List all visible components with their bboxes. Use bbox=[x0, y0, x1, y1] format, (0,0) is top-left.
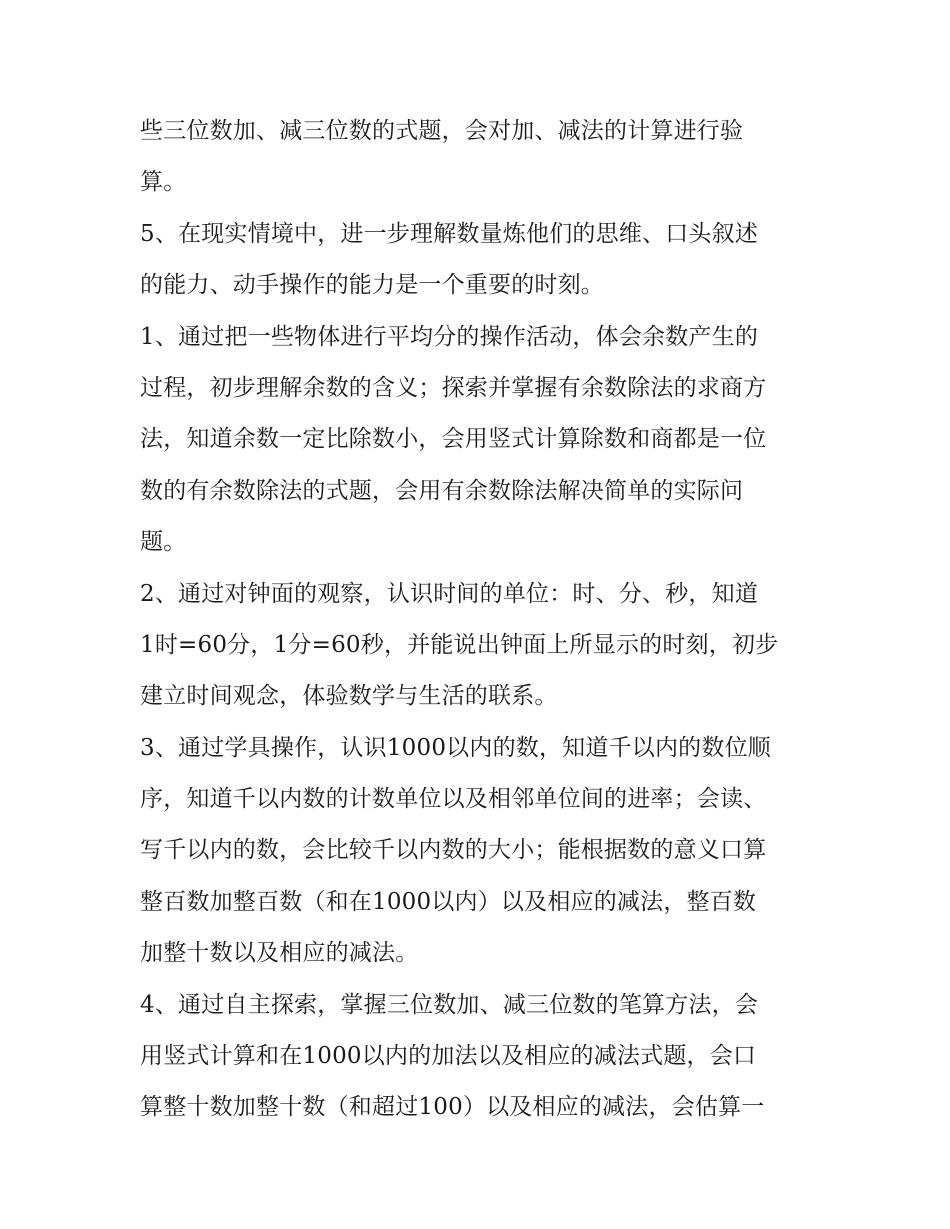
text-line: 整百数加整百数（和在1000以内）以及相应的减法，整百数 bbox=[140, 888, 757, 915]
text-line: 建立时间观念，体验数学与生活的联系。 bbox=[140, 683, 558, 710]
text-line: 加整十数以及相应的减法。 bbox=[140, 940, 419, 967]
text-line: 5、在现实情境中，进一步理解数量炼他们的思维、口头叙述 bbox=[140, 220, 759, 247]
text-line: 1、通过把一些物体进行平均分的操作活动，体会余数产生的 bbox=[140, 323, 759, 350]
text-line: 题。 bbox=[140, 529, 187, 556]
text-line: 用竖式计算和在1000以内的加法以及相应的减法式题，会口 bbox=[140, 1043, 757, 1070]
text-line: 的能力、动手操作的能力是一个重要的时刻。 bbox=[140, 272, 604, 299]
text-line: 写千以内的数，会比较千以内数的大小；能根据数的意义口算 bbox=[140, 837, 767, 864]
text-line: 法，知道余数一定比除数小，会用竖式计算除数和商都是一位 bbox=[140, 426, 767, 453]
text-line: 4、通过自主探索，掌握三位数加、减三位数的笔算方法，会 bbox=[140, 991, 759, 1018]
text-line: 3、通过学具操作，认识1000以内的数，知道千以内的数位顺 bbox=[140, 734, 771, 761]
text-line: 序，知道千以内数的计数单位以及相邻单位间的进率；会读、 bbox=[140, 786, 767, 813]
text-line: 过程，初步理解余数的含义；探索并掌握有余数除法的求商方 bbox=[140, 374, 767, 401]
document-body bbox=[140, 106, 820, 1134]
text-line: 2、通过对钟面的观察，认识时间的单位：时、分、秒，知道 bbox=[140, 580, 759, 607]
text-line: 1时=60分，1分=60秒，并能说出钟面上所显示的时刻，初步 bbox=[140, 631, 779, 658]
text-line: 算整十数加整十数（和超过100）以及相应的减法，会估算一 bbox=[140, 1094, 765, 1121]
text-line: 些三位数加、减三位数的式题，会对加、减法的计算进行验 bbox=[140, 118, 744, 144]
text-line: 数的有余数除法的式题，会用有余数除法解决简单的实际问 bbox=[140, 477, 744, 504]
text-line: 算。 bbox=[140, 169, 187, 196]
